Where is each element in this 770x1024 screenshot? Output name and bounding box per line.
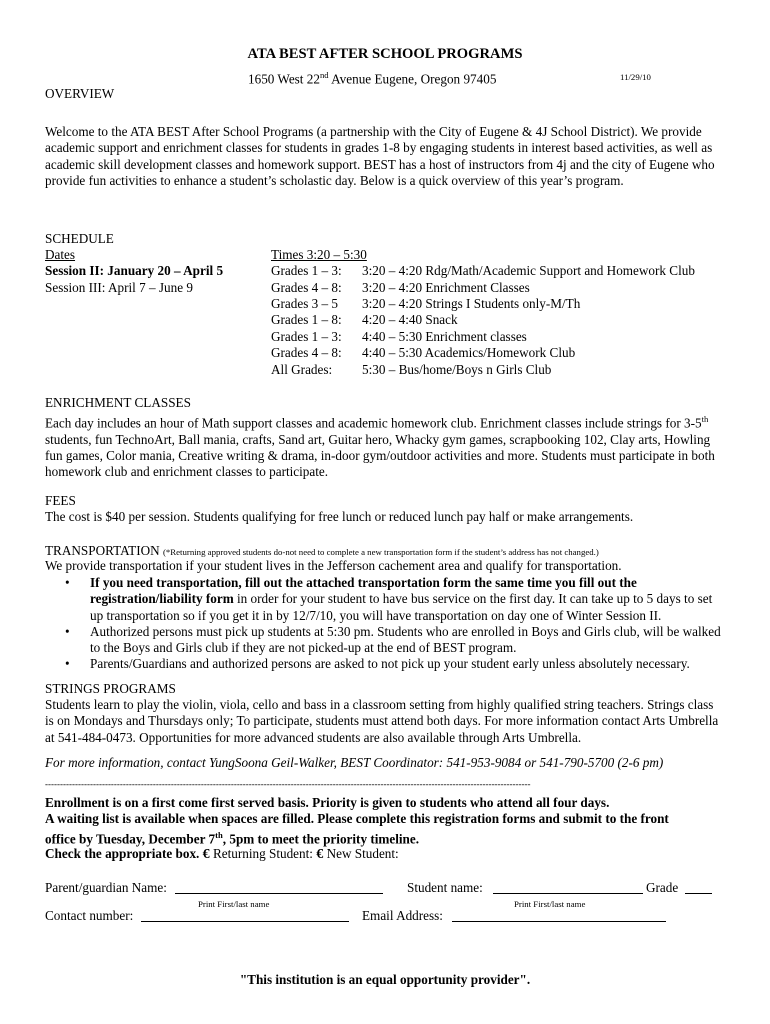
enrichment-text-b: students, fun TechnoArt, Ball mania, crafts, Sand art, Guitar hero, Whacky gym games, scrapbooking 102, Clay arts, Howling fun games, Color mania, Creative writing & drama, in-door gym/outdoor activities and more. Students must participate in both homework club and enrichment classes to participate.	[45, 431, 715, 480]
schedule-activity: 3:20 – 4:20 Rdg/Math/Academic Support and Homework Club	[362, 263, 695, 278]
transport-bullet-rest: in order for your student to have bus service on the first day. It can take up to 5 days to set up transportation so if you get it in by 12/7/10, you will have transportation on day one of Winter Session II.	[90, 591, 713, 623]
schedule-row	[271, 345, 342, 361]
address-suffix: Avenue Eugene, Oregon 97405	[328, 71, 497, 87]
document-title: ATA BEST AFTER SCHOOL PROGRAMS	[247, 46, 523, 62]
strings-heading: STRINGS PROGRAMS	[45, 681, 176, 696]
returning-student-label: Returning Student:	[212, 846, 313, 861]
schedule-grades: Grades 1 – 8:	[271, 312, 342, 327]
schedule-grades: Grades 4 – 8:	[271, 345, 342, 360]
contact-info: For more information, contact YungSoona Geil-Walker, BEST Coordinator: 541-953-9084 or 541-790-5700 (2-6 pm)	[45, 755, 664, 770]
schedule-row	[271, 280, 342, 296]
grade-label: Grade	[646, 880, 679, 895]
enrollment-deadline-a: office by Tuesday, December 7	[45, 831, 216, 847]
enrichment-heading: ENRICHMENT CLASSES	[45, 395, 191, 410]
divider: ------------------------------------------------------------------------------------------------------------------------------------------------------------------	[45, 780, 531, 789]
new-student-label: New Student:	[326, 846, 399, 861]
schedule-activity: 4:20 – 4:40 Snack	[362, 312, 458, 327]
overview-text: Welcome to the ATA BEST After School Programs (a partnership with the City of Eugene & 4J School District). We provide academic support and enrichment classes for students in grades 1-8 by engaging students in interest based activities, as well as academic skill development classes and homework support. BEST has a host of instructors from 4j and the city of Eugene who provide fun activities to enhance a student’s scholastic day. Below is a quick overview of this year’s program.	[45, 124, 715, 188]
transport-bullet-bold: If you need transportation, fill out the attached transportation form the same time you fill out the registration/liability form	[90, 575, 637, 607]
list-item	[45, 656, 725, 672]
list-item	[45, 624, 725, 657]
list-item	[45, 575, 725, 624]
transportation-note: (*Returning approved students do-not need to complete a new transportation form if the student’s address has not changed.)	[162, 547, 599, 557]
bullet-icon: •	[65, 575, 70, 590]
enrollment-line-three	[45, 827, 419, 848]
student-label: Student name:	[407, 880, 483, 895]
session-two: Session II: January 20 – April 5	[45, 263, 224, 278]
schedule-grades: Grades 4 – 8:	[271, 280, 342, 295]
grade-field[interactable]	[685, 880, 712, 894]
document-date: 11/29/10	[620, 72, 651, 82]
strings-text: Students learn to play the violin, viola, cello and bass in a classroom setting from highly qualified string teachers. Strings class is on Mondays and Thursdays only; To participate, students must attend both days. For more information contact Arts Umbrella at 541-484-0473. Opportunities for more advanced students are also available through Arts Umbrella.	[45, 697, 719, 745]
schedule-times-label: Times 3:20 – 5:30	[271, 247, 367, 262]
schedule-grades: Grades 1 – 3:	[271, 263, 342, 278]
enrichment-superscript: th	[701, 414, 709, 424]
transportation-list	[45, 575, 725, 673]
email-field[interactable]	[452, 908, 666, 922]
schedule-activity: 4:40 – 5:30 Enrichment classes	[362, 329, 527, 344]
transport-bullet-two: Authorized persons must pick up students at 5:30 pm. Students who are enrolled in Boys and Girls club, will be walked to the Boys and Girls club if they are not picked-up at the end of BEST program.	[90, 623, 721, 656]
address-prefix: 1650 West 22	[248, 71, 320, 87]
address-superscript: nd	[319, 70, 329, 80]
schedule-row	[271, 263, 342, 279]
returning-student-checkbox[interactable]: €	[202, 847, 210, 862]
schedule-row	[271, 312, 342, 328]
fees-text: The cost is $40 per session. Students qualifying for free lunch or reduced lunch pay half or make arrangements.	[45, 509, 634, 524]
schedule-row	[271, 329, 342, 345]
schedule-activity: 5:30 – Bus/home/Boys n Girls Club	[362, 362, 552, 377]
transport-bullet-three: Parents/Guardians and authorized persons are asked to not pick up your student early unless absolutely necessary.	[90, 656, 690, 672]
enrollment-superscript: th	[215, 830, 223, 840]
schedule-activity: 4:40 – 5:30 Academics/Homework Club	[362, 345, 576, 360]
contact-number-label: Contact number:	[45, 908, 134, 923]
schedule-grades: All Grades:	[271, 362, 333, 377]
enrichment-text-a: Each day includes an hour of Math support classes and academic homework club. Enrichment classes include strings for 3-5	[45, 415, 702, 431]
student-name-field[interactable]	[493, 880, 643, 894]
student-type-row	[45, 846, 399, 863]
check-label: Check the appropriate box.	[45, 846, 200, 861]
contact-number-field[interactable]	[141, 908, 349, 922]
schedule-activity: 3:20 – 4:20 Enrichment Classes	[362, 280, 530, 295]
session-three: Session III: April 7 – June 9	[45, 280, 193, 295]
enrichment-text	[45, 411, 725, 481]
enrollment-line-two: A waiting list is available when spaces are filled. Please complete this registration forms and submit to the front	[45, 811, 669, 826]
parent-print-hint: Print First/last name	[198, 899, 270, 909]
parent-name-field[interactable]	[175, 880, 383, 894]
schedule-row	[271, 296, 338, 312]
transportation-intro: We provide transportation if your student lives in the Jefferson cachement area and qualify for transportation.	[45, 558, 622, 573]
email-label: Email Address:	[362, 908, 443, 923]
enrollment-line-one: Enrollment is on a first come first served basis. Priority is given to students who attend all four days.	[45, 795, 610, 810]
bullet-icon: •	[65, 656, 70, 672]
transportation-heading: TRANSPORTATION	[45, 543, 160, 558]
overview-heading: OVERVIEW	[45, 86, 115, 101]
schedule-activity: 3:20 – 4:20 Strings I Students only-M/Th	[362, 296, 581, 311]
schedule-row	[271, 362, 332, 378]
footer-statement: "This institution is an equal opportunity provider".	[239, 972, 531, 987]
student-print-hint: Print First/last name	[514, 899, 586, 909]
bullet-icon: •	[65, 623, 70, 639]
address-line	[248, 67, 496, 88]
new-student-checkbox[interactable]: €	[316, 847, 324, 862]
schedule-dates-label: Dates	[45, 247, 76, 262]
schedule-grades: Grades 1 – 3:	[271, 329, 342, 344]
parent-label: Parent/guardian Name:	[45, 880, 167, 895]
enrollment-deadline-b: , 5pm to meet the priority timeline.	[222, 831, 420, 847]
schedule-grades: Grades 3 – 5	[271, 296, 339, 311]
schedule-heading: SCHEDULE	[45, 231, 114, 246]
fees-heading: FEES	[45, 493, 76, 508]
